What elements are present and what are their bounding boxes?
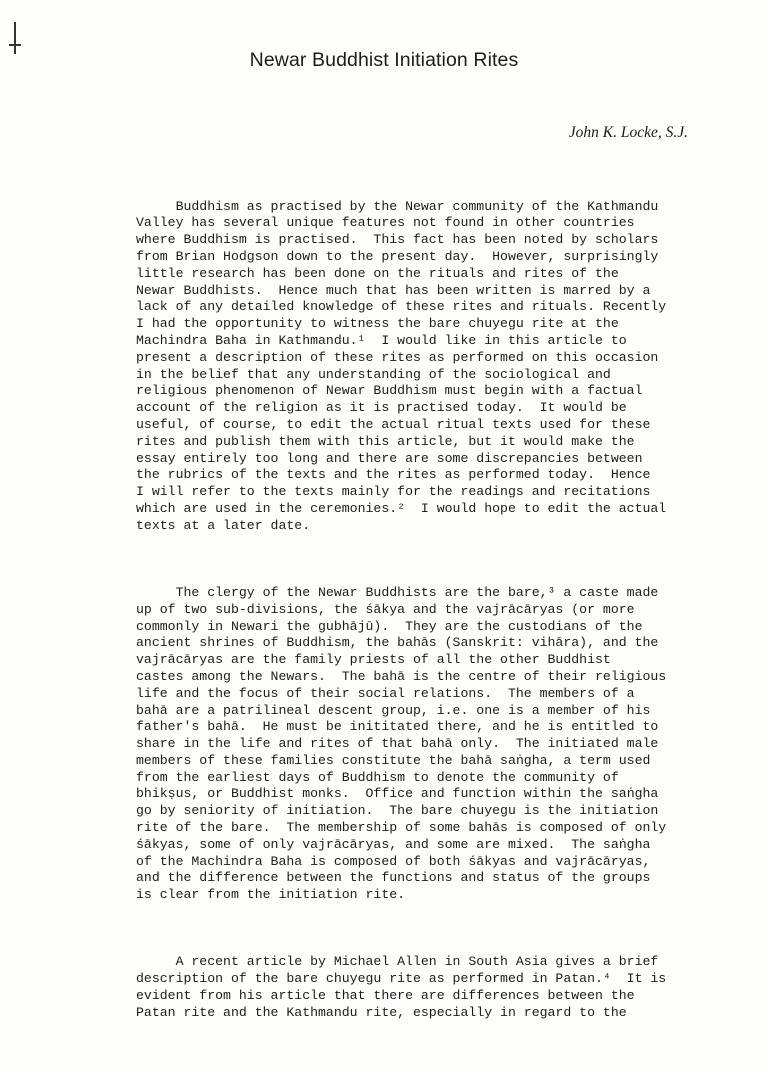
text-line: share in the life and rites of that bahā only. The initiated male [136,736,659,752]
text-line: and the difference between the functions and status of the groups [136,870,651,886]
text-line: description of the bare chuyegu rite as performed in Patan.⁴ It is [136,971,667,987]
text-line: members of these families constitute the bahā saṅgha, a term used [136,752,651,768]
text-line: go by seniority of initiation. The bare chuyegu is the initiation [136,803,659,819]
text-line: bhikṣus, or Buddhist monks. Office and function within the saṅgha [136,786,659,802]
text-line: religious phenomenon of Newar Buddhism must begin with a factual [136,383,643,399]
text-line: from the earliest days of Buddhism to denote the community of [136,769,619,785]
text-line: Newar Buddhists. Hence much that has been written is marred by a [136,282,651,298]
text-line: bahā are a patrilineal descent group, i.e. one is a member of his [136,702,651,718]
text-line: essay entirely too long and there are some discrepancies between [136,450,643,466]
text-line: commonly in Newari the gubhājū). They are the custodians of the [136,618,643,634]
paragraph [136,585,696,904]
text-line: Buddhism as practised by the Newar community of the Kathmandu [136,198,659,214]
text-line: castes among the Newars. The bahā is the centre of their religious [136,668,667,684]
text-line: texts at a later date. [136,517,311,533]
text-line: present a description of these rites as performed on this occasion [136,349,659,365]
text-line: ancient shrines of Buddhism, the bahās (Sanskrit: vihāra), and the [136,635,659,651]
text-line: the rubrics of the texts and the rites as performed today. Hence [136,467,651,483]
text-line: little research has been done on the rituals and rites of the [136,265,619,281]
text-line: rite of the bare. The membership of some bahās is composed of only [136,820,667,836]
text-line: rites and publish them with this article, but it would make the [136,433,635,449]
text-line: is clear from the initiation rite. [136,887,406,903]
text-line: Valley has several unique features not found in other countries [136,215,635,231]
text-line: up of two sub-divisions, the śākya and the vajrācāryas (or more [136,601,635,617]
article-body [136,165,696,1072]
text-line: The clergy of the Newar Buddhists are the bare,³ a caste made [136,584,659,600]
text-line: Machindra Baha in Kathmandu.¹ I would like in this article to [136,332,627,348]
text-line: which are used in the ceremonies.² I would hope to edit the actual [136,500,667,516]
article-title: Newar Buddhist Initiation Rites [249,49,519,71]
text-line: in the belief that any understanding of the sociological and [136,366,611,382]
paragraph [136,954,696,1021]
text-line: A recent article by Michael Allen in South Asia gives a brief [136,954,659,970]
text-line: from Brian Hodgson down to the present day. However, surprisingly [136,248,659,264]
text-line: of the Machindra Baha is composed of both śākyas and vajrācāryas, [136,853,651,869]
text-line: Patan rite and the Kathmandu rite, especially in regard to the [136,1004,627,1020]
paragraph [136,199,696,535]
text-line: where Buddhism is practised. This fact has been noted by scholars [136,232,659,248]
text-line: father's bahā. He must be inititated there, and he is entitled to [136,719,659,735]
margin-mark [9,44,21,46]
text-line: śākyas, some of only vajrācāryas, and some are mixed. The saṅgha [136,836,651,852]
text-line: I had the opportunity to witness the bare chuyegu rite at the [136,316,619,332]
text-line: evident from his article that there are differences between the [136,988,635,1004]
text-line: useful, of course, to edit the actual ritual texts used for these [136,416,651,432]
text-line: I will refer to the texts mainly for the readings and recitations [136,484,651,500]
text-line: vajrācāryas are the family priests of all the other Buddhist [136,652,611,668]
author-byline: John K. Locke, S.J. [568,124,688,141]
text-line: life and the focus of their social relations. The members of a [136,685,635,701]
text-line: lack of any detailed knowledge of these rites and rituals. Recently [136,299,667,315]
text-line: account of the religion as it is practised today. It would be [136,400,627,416]
